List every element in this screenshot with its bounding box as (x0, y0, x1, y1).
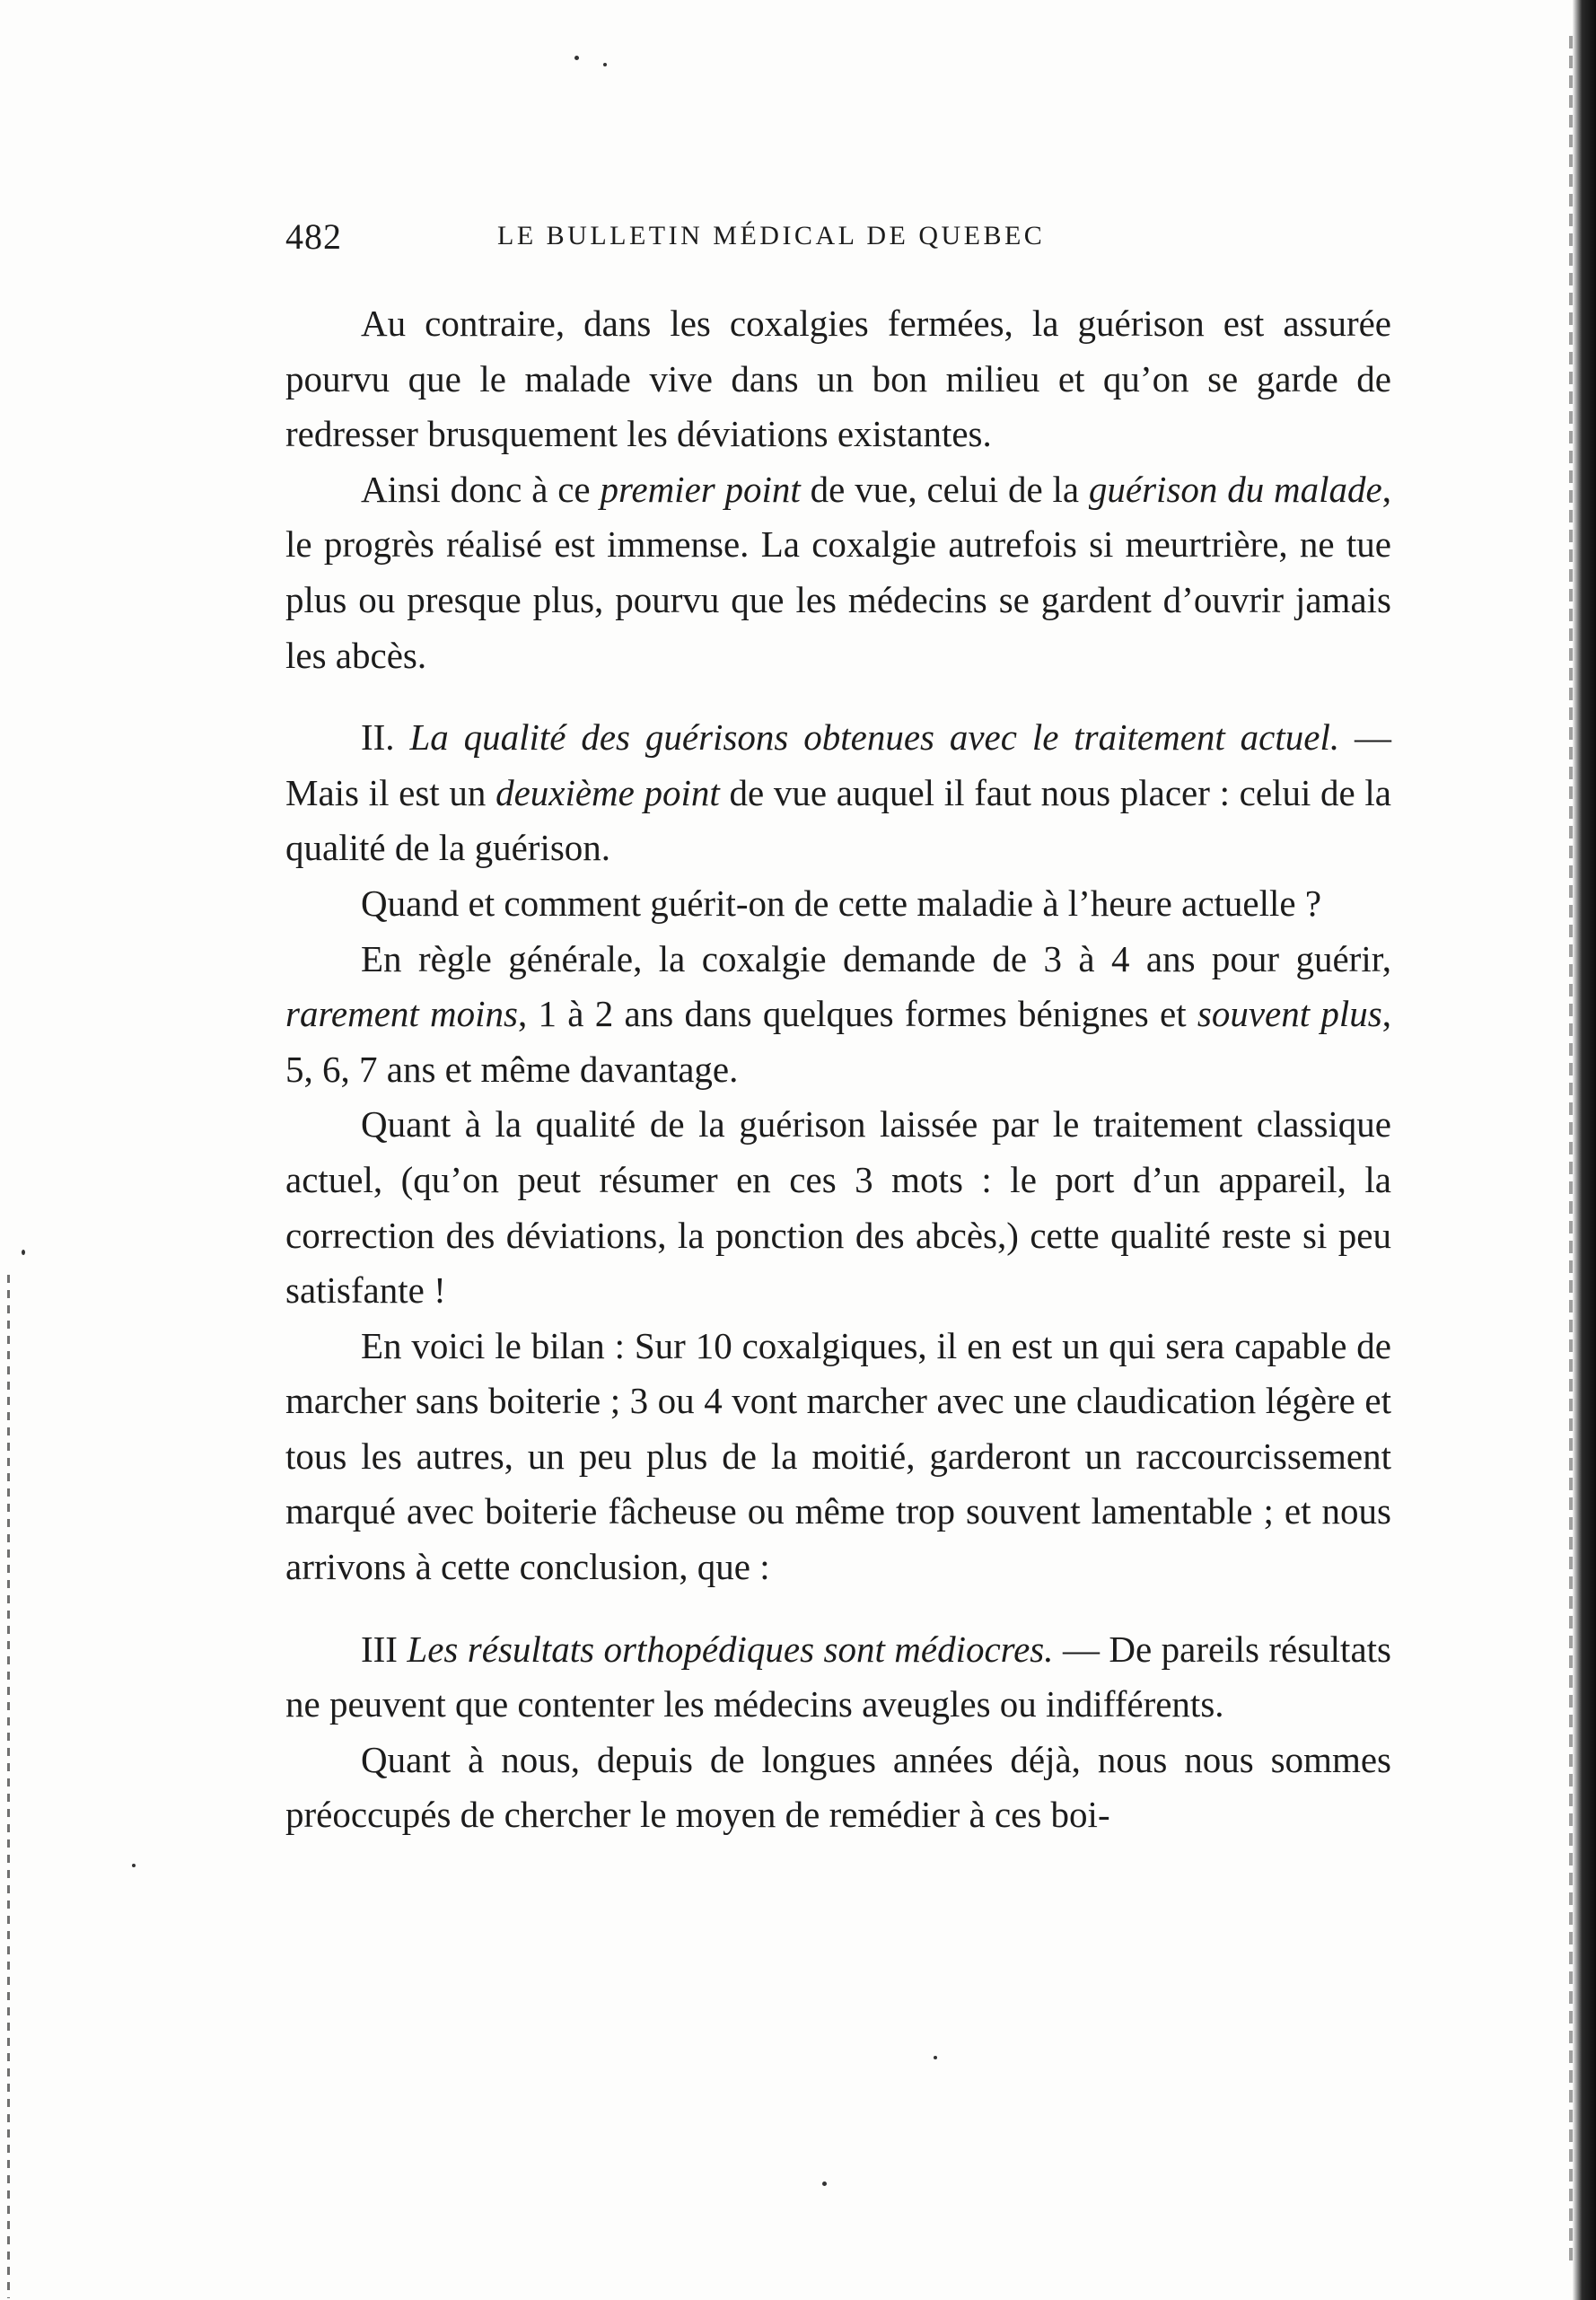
paragraph-text: , le progrès réalisé est immense. La coxalgie autrefois si meurtrière, ne tue plus ou presque plus, pourvu que les médecins se gardent d’ouvrir jamais les abcès. (285, 468, 1392, 676)
paragraph (285, 462, 1391, 683)
section-number: II. (361, 716, 410, 759)
binding-edge (1573, 0, 1596, 2300)
section-heading: Les résultats orthopédiques sont médiocres. (407, 1628, 1054, 1670)
paragraph-text: Quant à nous, depuis de longues années déjà, nous nous sommes préoccupés de chercher le moyen de remédier à ces boi- (285, 1738, 1391, 1836)
binding-shadow (1569, 36, 1573, 2262)
paragraph (285, 876, 1391, 932)
paragraph (285, 296, 1391, 462)
paragraph-text: , 5, 6, 7 ans et même davantage. (285, 993, 1391, 1090)
section-paragraph (285, 710, 1391, 876)
paragraph-text: Ainsi donc à ce (361, 468, 601, 510)
paragraph-text: Au contraire, dans les coxalgies fermées, la guérison est assurée pourvu que le malade vive dans un bon milieu et qu’on se garde de redresser brusquement les déviations existantes. (285, 303, 1391, 455)
running-head: LE BULLETIN MÉDICAL DE QUEBEC (497, 221, 1046, 250)
scan-speck (22, 1250, 25, 1255)
paragraph-text: de vue, celui de la (800, 468, 1089, 510)
scan-margin-artifact (7, 1275, 10, 2298)
paragraph (285, 932, 1391, 1098)
page-header (285, 215, 1203, 269)
page-number: 482 (285, 216, 342, 257)
scan-speck (603, 63, 607, 66)
paragraph-text: de vue auquel il faut nous placer : celui de la qualité de la guérison. (285, 771, 1392, 869)
emphasis: deuxième point (495, 771, 720, 813)
paragraph-text: — De pareils résultats ne peuvent que contenter les médecins aveugles ou indifférents. (285, 1628, 1391, 1725)
paragraph (285, 1733, 1391, 1843)
paragraph-text: En voici le bilan : Sur 10 coxalgiques, il en est un qui sera capable de marcher sans boiterie ; 3 ou 4 vont marcher avec une claudication légère et tous les autres, un peu plus de la moitié, garderont un raccourcissement marqué avec boiterie fâcheuse ou même trop souvent lamentable ; et nous arrivons à cette conclusion, que : (285, 1324, 1391, 1588)
scan-speck (822, 2181, 827, 2186)
section-paragraph (285, 1622, 1391, 1733)
scan-speck (934, 2056, 937, 2059)
emphasis: guérison du malade (1088, 468, 1382, 510)
scan-speck (574, 56, 579, 60)
emphasis: rarement moins (285, 993, 519, 1035)
paragraph-text: En règle générale, la coxalgie demande de 3 à 4 ans pour guérir, (361, 937, 1391, 979)
paragraph-text: — Mais il est un (285, 716, 1391, 813)
paragraph (285, 1319, 1391, 1595)
paragraph-text: Quand et comment guérit-on de cette maladie à l’heure actuelle ? (361, 882, 1322, 924)
section-number: III (361, 1628, 408, 1670)
text-body (285, 296, 1391, 1843)
paragraph-text: , 1 à 2 ans dans quelques formes bénignes et (518, 993, 1197, 1035)
emphasis: souvent plus (1197, 993, 1382, 1035)
emphasis: premier point (600, 468, 801, 510)
scan-speck (132, 1864, 136, 1867)
section-heading: La qualité des guérisons obtenues avec le traitement actuel. (409, 716, 1340, 759)
paragraph-text: Quant à la qualité de la guérison laissée par le traitement classique actuel, (qu’on peut résumer en ces 3 mots : le port d’un appareil, la correction des déviations, la ponction des abcès,) cette qualité reste si peu satisfante ! (285, 1103, 1391, 1312)
paragraph (285, 1097, 1391, 1318)
